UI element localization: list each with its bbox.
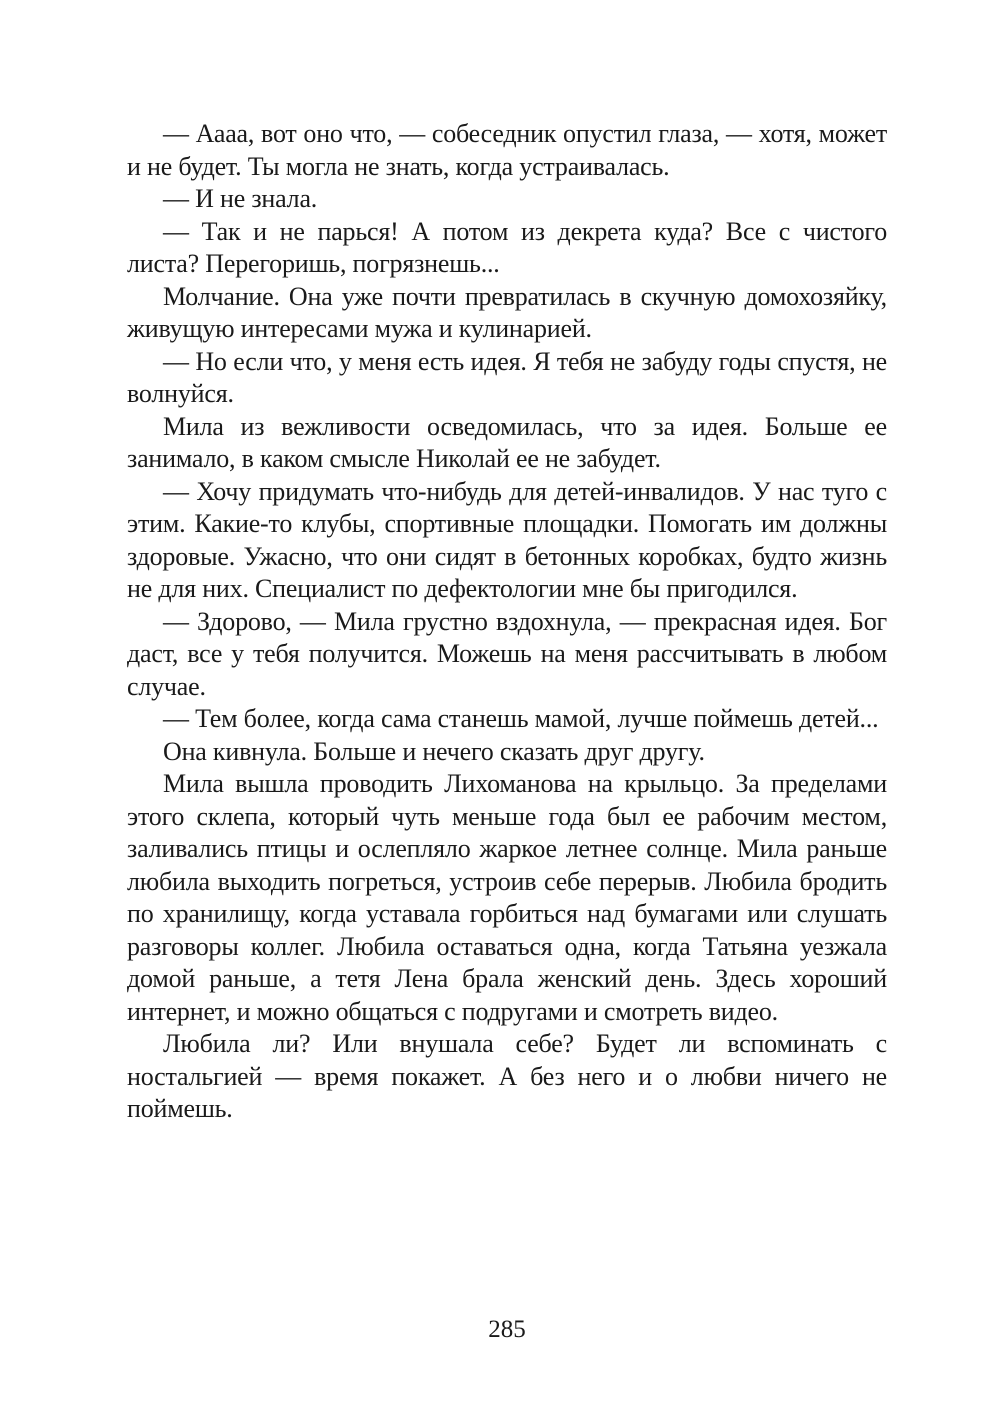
paragraph: — Но если что, у меня есть идея. Я тебя не забуду годы спустя, не волнуйся. (127, 346, 887, 408)
paragraph: Любила ли? Или внушала себе? Будет ли вспоминать с ностальгией — время покажет. А без него и о любви ничего не поймешь. (127, 1029, 887, 1123)
page-number: 285 (488, 1316, 526, 1343)
paragraph: Она кивнула. Больше и нечего сказать друг другу. (163, 736, 705, 766)
paragraph: Мила вышла проводить Лихоманова на крыльцо. За пределами этого склепа, который чуть меньше года был ее рабочим местом, заливались птицы и ослепляло жаркое летнее солнце. Мила раньше любила выходить погреться, устроив себе перерыв. Любила бродить по хранилищу, когда уставала горбиться над бумагами или слушать разговоры коллег. Любила оставаться одна, когда Татьяна уезжала домой раньше, а тетя Лена брала женский день. Здесь хороший интернет, и можно общаться с подругами и смотреть видео. (127, 769, 887, 1026)
page-text (127, 118, 887, 1126)
paragraph: — Так и не парься! А потом из декрета куда? Все с чистого листа? Перегоришь, погрязнешь... (127, 216, 887, 278)
paragraph: Мила из вежливости осведомилась, что за идея. Больше ее занимало, в каком смысле Николай ее не забудет. (127, 411, 887, 473)
paragraph: — Аааа, вот оно что, — собеседник опустил глаза, — хотя, может и не будет. Ты могла не знать, когда устраивалась. (127, 119, 887, 181)
paragraph: — Здорово, — Мила грустно вздохнула, — прекрасная идея. Бог даст, все у тебя получится. Можешь на меня рассчитывать в любом случае. (127, 606, 887, 701)
paragraph: Молчание. Она уже почти превратилась в скучную домохозяйку, живущую интересами мужа и кулинарией. (127, 281, 887, 343)
paragraph: — Тем более, когда сама станешь мамой, лучше поймешь детей... (163, 704, 879, 733)
paragraph: — И не знала. (163, 184, 318, 213)
paragraph: — Хочу придумать что-нибудь для детей-инвалидов. У нас туго с этим. Какие-то клубы, спортивные площадки. Помогать им должны здоровые. Ужасно, что они сидят в бетонных коробках, будто жизнь не для них. Специалист по дефектологии мне бы пригодился. (127, 476, 887, 603)
